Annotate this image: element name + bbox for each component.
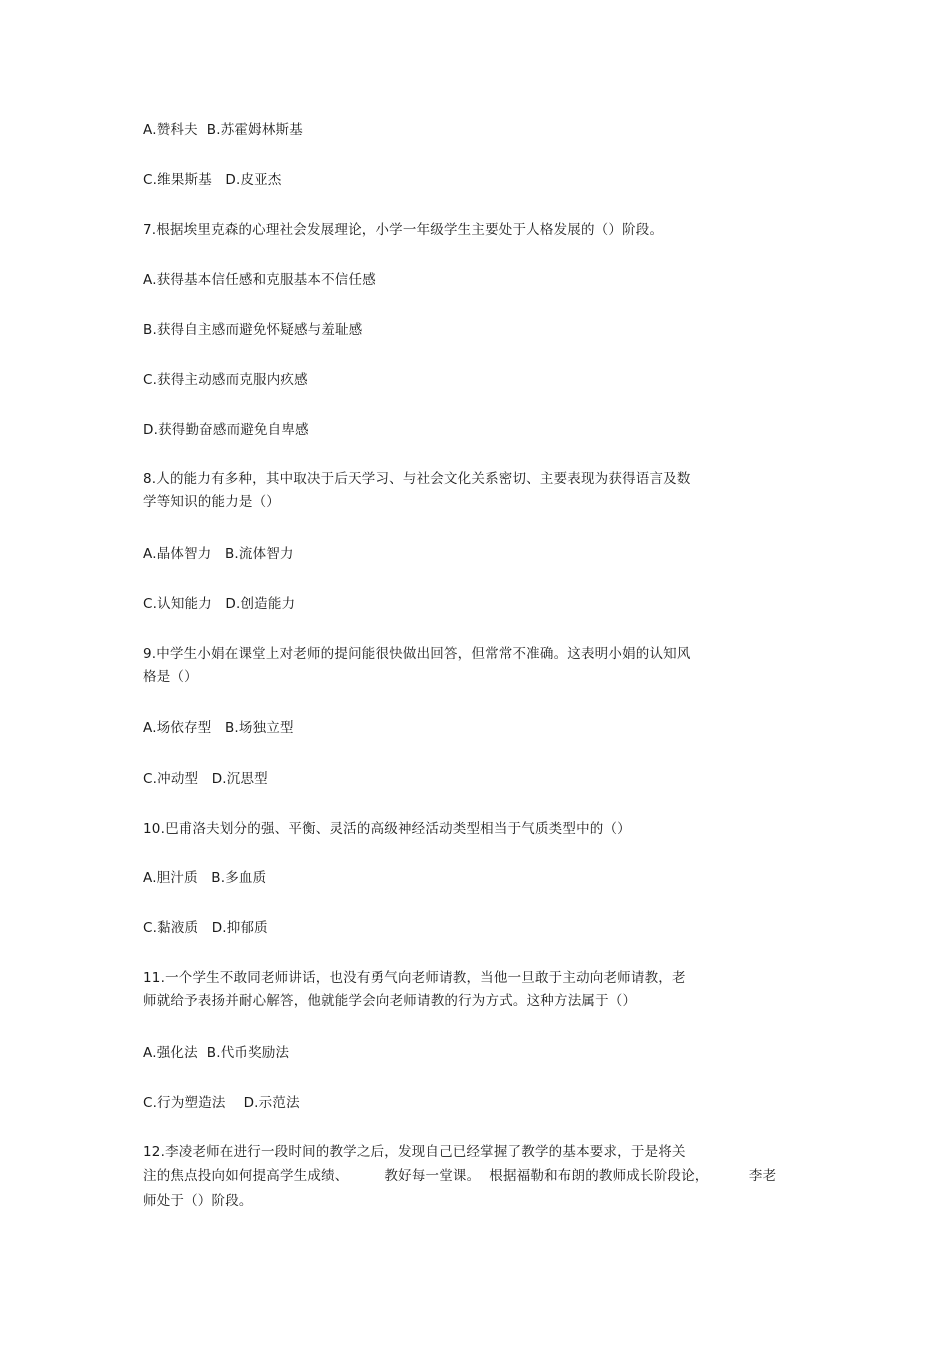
option-line: B.获得自主感而避免怀疑感与羞耻感: [143, 322, 363, 338]
question-7: 7.根据埃里克森的心理社会发展理论，小学一年级学生主要处于人格发展的（）阶段。: [143, 222, 664, 238]
option-line: C.黏液质 D.抑郁质: [143, 920, 268, 936]
question-8-cont: 学等知识的能力是（）: [143, 494, 280, 510]
question-9: 9.中学生小娟在课堂上对老师的提问能很快做出回答，但常常不准确。这表明小娟的认知风: [143, 646, 691, 662]
option-line: C.冲动型 D.沉思型: [143, 771, 268, 787]
question-9-cont: 格是（）: [143, 669, 198, 685]
question-11: 11.一个学生不敢同老师讲话，也没有勇气向老师请教，当他一旦敢于主动向老师请教，老: [143, 970, 686, 986]
option-line: C.行为塑造法 D.示范法: [143, 1095, 300, 1111]
option-line: C.认知能力 D.创造能力: [143, 596, 296, 612]
question-12-cont: 师处于（）阶段。: [143, 1193, 253, 1209]
option-line: A.晶体智力 B.流体智力: [143, 546, 294, 562]
option-line: C.获得主动感而克服内疚感: [143, 372, 308, 388]
option-line: A.获得基本信任感和克服基本不信任感: [143, 272, 376, 288]
option-line: A.场依存型 B.场独立型: [143, 720, 294, 736]
option-line: A.胆汁质 B.多血质: [143, 870, 267, 886]
question-8: 8.人的能力有多种，其中取决于后天学习、与社会文化关系密切、主要表现为获得语言及数: [143, 471, 691, 487]
option-line: C.维果斯基 D.皮亚杰: [143, 172, 282, 188]
question-10: 10.巴甫洛夫划分的强、平衡、灵活的高级神经活动类型相当于气质类型中的（）: [143, 821, 631, 837]
option-line: A.赞科夫 B.苏霍姆林斯基: [143, 122, 303, 138]
option-line: A.强化法 B.代币奖励法: [143, 1045, 290, 1061]
option-line: D.获得勤奋感而避免自卑感: [143, 422, 309, 438]
question-12: 12.李凌老师在进行一段时间的教学之后，发现自己已经掌握了教学的基本要求，于是将关: [143, 1144, 686, 1160]
question-12-cont: 注的焦点投向如何提高学生成绩、 教好每一堂课。 根据福勒和布朗的教师成长阶段论， 李老: [143, 1168, 777, 1184]
question-11-cont: 师就给予表扬并耐心解答，他就能学会向老师请教的行为方式。这种方法属于（）: [143, 993, 637, 1009]
